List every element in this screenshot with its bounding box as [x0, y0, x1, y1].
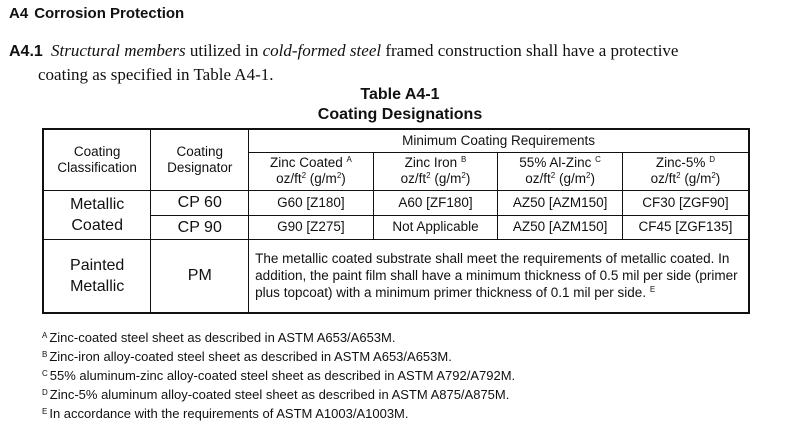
defined-term-cold-formed-steel: cold-formed steel [262, 41, 382, 60]
cell-value: CF45 [ZGF135] [622, 215, 749, 239]
defined-term-structural-members: Structural members [51, 41, 186, 60]
coating-table [42, 128, 750, 314]
header-designator: Coating Designator [151, 129, 249, 190]
footnote: $^D$ Zinc-5% aluminum alloy-coated steel sheet as described in ASTM A875/A875M. [42, 387, 510, 402]
footnotes [42, 327, 515, 422]
paragraph-text-1: utilized in [185, 41, 263, 60]
section-title: Corrosion Protection [34, 5, 185, 22]
paragraph-text-3: coating as specified in Table A4-1. [38, 65, 274, 84]
designator-pm: PM [151, 239, 249, 313]
cell-value: A60 [ZF180] [373, 190, 498, 215]
table-row [43, 239, 749, 313]
cell-value: CF30 [ZGF90] [622, 190, 749, 215]
designator-cp90: CP 90 [151, 215, 249, 239]
class-metallic-coated: Metallic Coated [43, 190, 151, 239]
cell-value: Not Applicable [373, 215, 498, 239]
cell-value: AZ50 [AZM150] [498, 190, 623, 215]
cell-value: G90 [Z275] [249, 215, 374, 239]
header-zinc-iron: Zinc Iron $^B$ $oz/ft^2$ $(g/m^2)$ [373, 152, 498, 190]
section-heading [9, 5, 184, 22]
table-title: Table A4-1 [360, 86, 440, 103]
header-zinc-5: Zinc-5% $^D$ $oz/ft^2$ $(g/m^2)$ [622, 152, 749, 190]
header-classification: Coating Classification [43, 129, 151, 190]
cell-value: G60 [Z180] [249, 190, 374, 215]
cell-value: AZ50 [AZM150] [498, 215, 623, 239]
paragraph-a4-1 [9, 39, 791, 86]
header-zinc-coated: Zinc Coated $^A$ $oz/ft^2$ $(g/m^2)$ [249, 152, 374, 190]
class-painted-metallic: Painted Metallic [43, 239, 151, 313]
header-group: Minimum Coating Requirements [249, 129, 749, 152]
footnote: $^E$ In accordance with the requirements of ASTM A1003/A1003M. [42, 406, 409, 421]
table-subtitle: Coating Designations [317, 106, 483, 123]
painted-description: The metallic coated substrate shall meet the requirements of metallic coated. In addition, the paint film shall have a minimum thickness of 0.5 mil per side (primer plus topcoat) with a minimum primer thickness of 0.1 mil per side. $^E$ [249, 239, 749, 313]
table-row [43, 190, 749, 215]
footnote: $^B$ Zinc-iron alloy-coated steel sheet as described in ASTM A653/A653M. [42, 349, 452, 364]
header-al-zinc: 55% Al-Zinc $^C$ $oz/ft^2$ $(g/m^2)$ [498, 152, 623, 190]
section-number: A4 [9, 5, 29, 22]
paragraph-text-2: framed construction shall have a protective [381, 41, 679, 60]
paragraph-number: A4.1 [9, 43, 43, 60]
footnote: $^C$ 55% aluminum-zinc alloy-coated steel sheet as described in ASTM A792/A792M. [42, 368, 516, 383]
footnote: $^A$ Zinc-coated steel sheet as described in ASTM A653/A653M. [42, 330, 396, 345]
designator-cp60: CP 60 [151, 190, 249, 215]
